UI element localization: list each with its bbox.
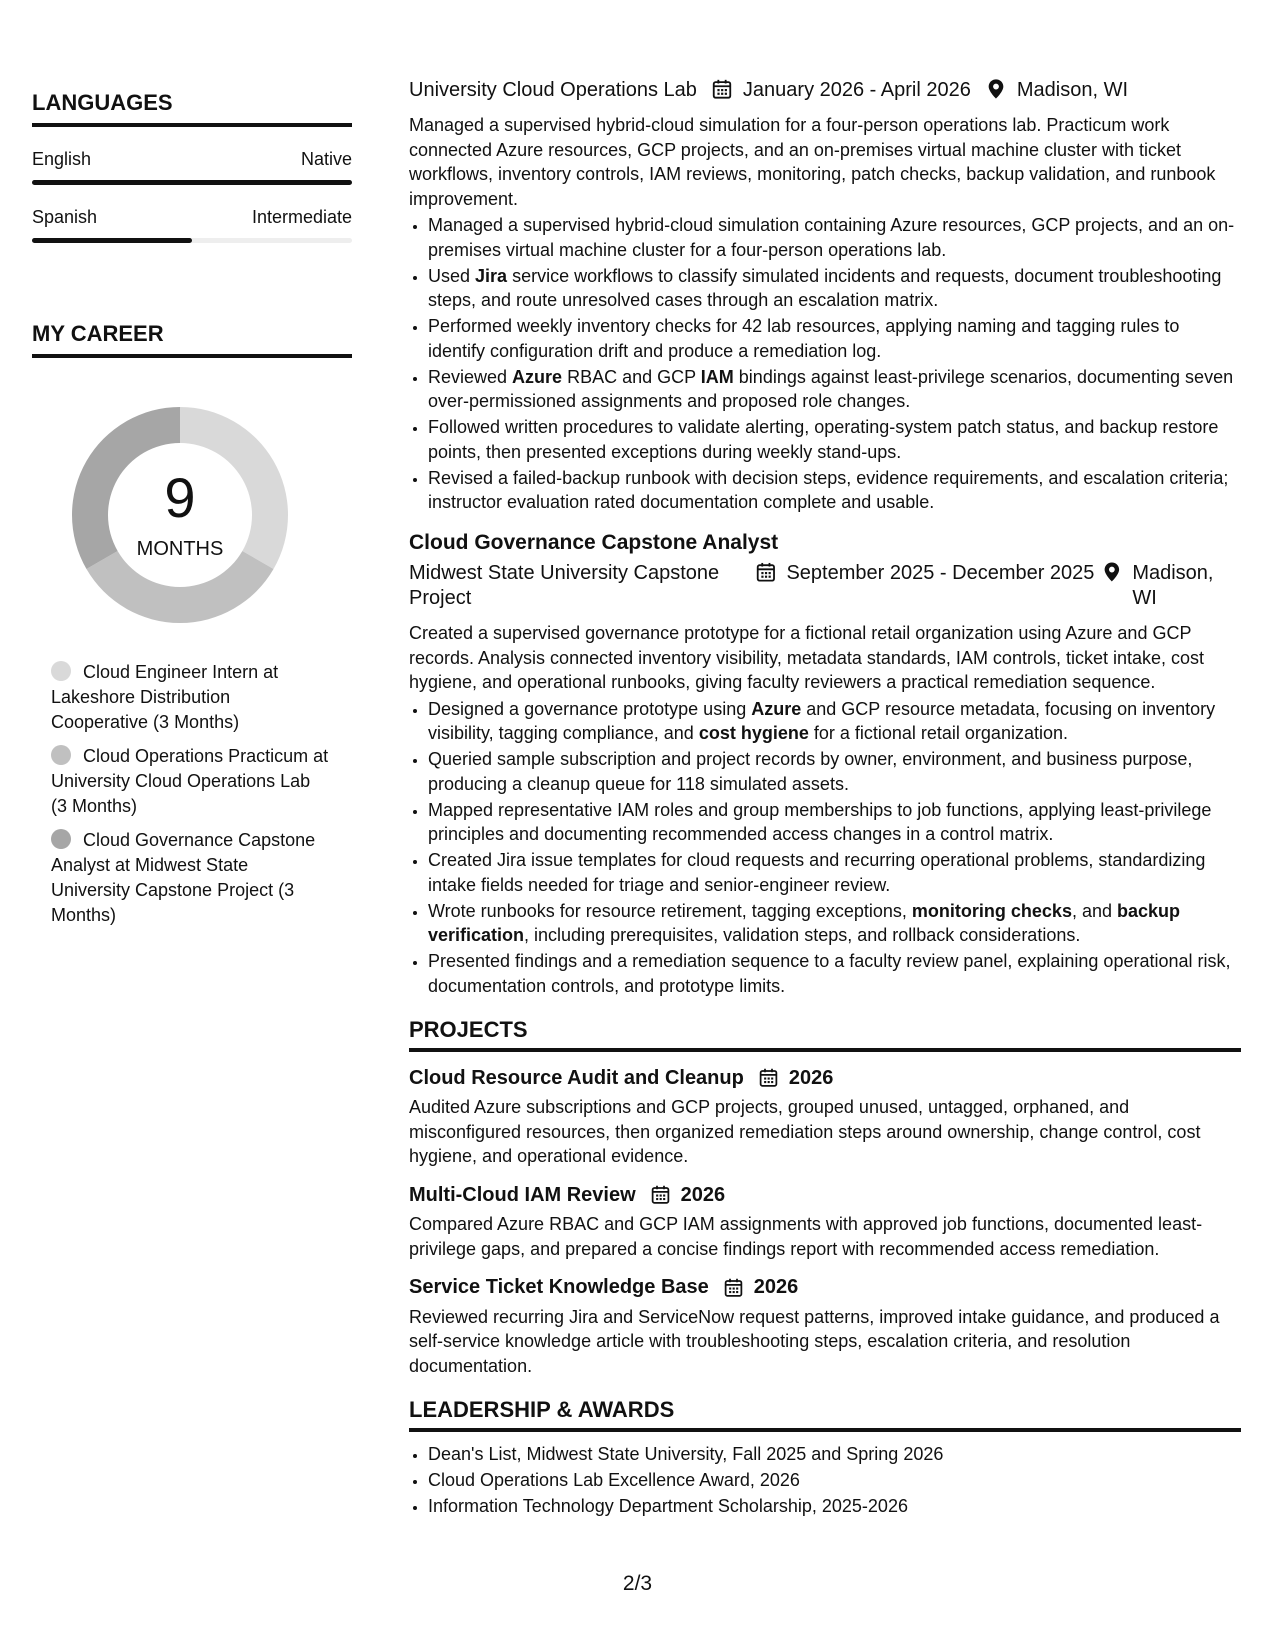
bullet-item: • Followed written procedures to validate alerting, operating-system patch status, and backup restore points, then presented exceptions during weekly stand-ups. [428,415,1241,464]
projects-heading: PROJECTS [409,1018,1241,1052]
project-name: Service Ticket Knowledge Base [409,1276,709,1298]
awards-heading: LEADERSHIP & AWARDS [409,1398,1241,1432]
career-legend-text: Cloud Engineer Intern at Lakeshore Distribution Cooperative (3 Months) [51,662,279,732]
job-bullets [409,697,1241,999]
language-entry [32,149,352,185]
bullet-item: • Performed weekly inventory checks for 42 lab resources, applying naming and tagging rules to identify configuration drift and produce a remediation log. [428,314,1241,363]
career-donut-chart [65,400,295,630]
language-level: Native [300,149,352,169]
bullet-item: • Mapped representative IAM roles and group memberships to job functions, applying least-privilege principles and documenting recommended access changes in a control matrix. [428,798,1241,847]
bullet-item: • Queried sample subscription and project records by owner, environment, and business purpose, producing a cleanup queue for 118 simulated assets. [428,747,1241,796]
awards-list [409,1442,1241,1519]
bullet-item: • Reviewed Azure RBAC and GCP IAM bindings against least-privilege scenarios, documenting seven over-permissioned assignments and proposed role changes. [428,365,1241,414]
career-legend-item [51,828,331,928]
project-year: 2026 [753,1276,799,1298]
job-organization: Midwest State University Capstone Project [409,562,720,609]
job-dates: September 2025 - December 2025 [786,562,1095,584]
job-meta [409,561,1241,611]
project-entry [409,1066,1241,1169]
language-proficiency-bar [32,180,352,185]
main-column [409,78,1241,1520]
job-location: Madison, WI [1016,79,1129,101]
location-pin-icon [985,78,1007,100]
calendar-icon [723,1277,744,1298]
career-total-value: 9 [164,466,196,529]
calendar-icon [650,1184,671,1205]
project-year: 2026 [788,1066,834,1089]
language-level: Intermediate [251,207,352,227]
job-bullets [409,213,1241,515]
project-entry [409,1183,1241,1262]
bullet-item: • Created Jira issue templates for cloud requests and recurring operational problems, standardizing intake fields needed for triage and senior-engineer review. [428,848,1241,897]
career-heading: MY CAREER [32,321,352,358]
job-title: Cloud Governance Capstone Analyst [409,530,779,554]
job-summary: Created a supervised governance prototype for a fictional retail organization using Azure and GCP records. Analysis connected inventory visibility, metadata standards, IAM controls, ticket intake, cost hygiene, and operational runbooks, giving faculty reviewers a practical remediation sequence. [409,623,1205,692]
calendar-icon [758,1067,779,1088]
award-item: • Cloud Operations Lab Excellence Award, 2026 [428,1468,1241,1493]
experience-entry [409,78,1241,515]
bullet-item: • Revised a failed-backup runbook with decision steps, evidence requirements, and escalation criteria; instructor evaluation rated documentation complete and usable. [428,466,1241,515]
donut-segment [86,551,273,623]
language-proficiency-bar [32,238,352,243]
legend-dot-icon [51,745,71,765]
project-name: Cloud Resource Audit and Cleanup [409,1066,744,1089]
project-entry [409,1275,1241,1378]
bullet-item: • Wrote runbooks for resource retirement, tagging exceptions, monitoring checks, and backup verification, including prerequisites, validation steps, and rollback considerations. [428,899,1241,948]
career-legend-item [51,660,331,735]
project-year: 2026 [680,1183,726,1206]
language-name: Spanish [32,207,98,227]
language-entry [32,207,352,243]
bullet-item: • Managed a supervised hybrid-cloud simulation containing Azure resources, GCP projects, and an on-premises virtual machine cluster for a four-person operations lab. [428,213,1241,262]
experience-entry [409,531,1241,999]
award-item: • Dean's List, Midwest State University, Fall 2025 and Spring 2026 [428,1442,1241,1467]
project-description: Reviewed recurring Jira and ServiceNow request patterns, improved intake guidance, and produced a self-service knowledge article with troubleshooting steps, escalation criteria, and resolution documentation. [409,1306,1220,1376]
award-item: • Information Technology Department Scholarship, 2025-2026 [428,1494,1241,1519]
calendar-icon [755,561,777,583]
location-pin-icon [1101,561,1123,583]
languages-heading: LANGUAGES [32,90,352,127]
job-meta [409,78,1241,103]
legend-dot-icon [51,829,71,849]
language-name: English [32,149,92,169]
project-name: Multi-Cloud IAM Review [409,1183,636,1206]
career-legend-text: Cloud Operations Practicum at University Cloud Operations Lab (3 Months) [51,746,329,816]
language-proficiency-fill [32,180,352,185]
bullet-item: • Used Jira service workflows to classify simulated incidents and requests, document troubleshooting steps, and route unresolved cases through an escalation matrix. [428,264,1241,313]
calendar-icon [711,78,733,100]
bullet-item: • Designed a governance prototype using Azure and GCP resource metadata, focusing on inventory visibility, tagging compliance, and cost hygiene for a fictional retail organization. [428,697,1241,746]
language-proficiency-fill [32,238,192,243]
career-legend-text: Cloud Governance Capstone Analyst at Midwest State University Capstone Project (3 Months) [51,830,316,925]
job-organization: University Cloud Operations Lab [409,79,697,101]
career-legend-item [51,744,331,819]
job-dates: January 2026 - April 2026 [742,79,971,101]
legend-dot-icon [51,661,71,681]
job-location: Madison, WI [1132,562,1214,609]
project-description: Audited Azure subscriptions and GCP projects, grouped unused, untagged, orphaned, and misconfigured resources, then organized remediation steps around ownership, change control, cost hygiene, and operational evidence. [409,1097,1201,1166]
career-legend [32,660,352,928]
page-number: 2/3 [622,1572,653,1595]
bullet-item: • Presented findings and a remediation sequence to a faculty review panel, explaining operational risk, documentation controls, and prototype limits. [428,949,1241,998]
sidebar [32,90,352,937]
career-total-unit: MONTHS [136,538,224,560]
project-description: Compared Azure RBAC and GCP IAM assignments with approved job functions, documented least-privilege gaps, and prepared a concise findings report with recommended access remediation. [409,1214,1203,1259]
job-summary: Managed a supervised hybrid-cloud simulation for a four-person operations lab. Practicum work connected Azure resources, GCP projects, and an on-premises virtual machine cluster with ticket workflows, inventory controls, IAM reviews, monitoring, patch checks, backup validation, and runbook improvement. [409,115,1216,209]
